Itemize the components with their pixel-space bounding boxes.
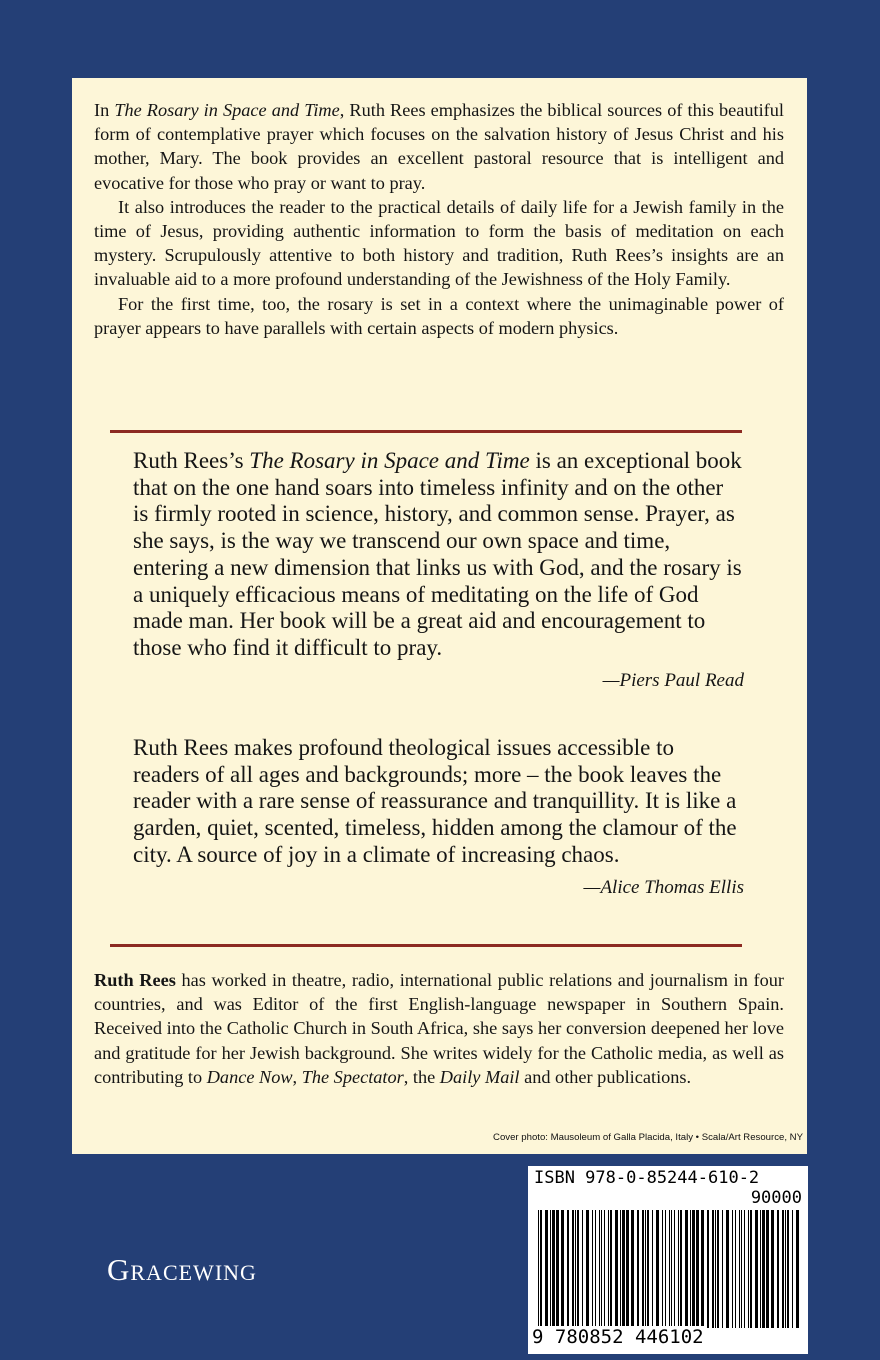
barcode-bar (732, 1210, 733, 1328)
author-name: Ruth Rees (94, 970, 176, 990)
barcode-bar (785, 1210, 786, 1328)
price-addon-code: 90000 (750, 1188, 802, 1208)
barcode-bar (771, 1210, 774, 1328)
barcode-bar (656, 1210, 659, 1328)
barcode-bar (552, 1210, 555, 1328)
barcode-bar (750, 1210, 752, 1328)
isbn-number: ISBN 978-0-85244-610-2 (534, 1168, 760, 1188)
barcode-bar (715, 1210, 716, 1328)
barcode-bar (669, 1210, 670, 1328)
barcode-bar (577, 1210, 579, 1328)
barcode-bar (642, 1210, 644, 1328)
barcode-bar (744, 1210, 745, 1328)
barcode-bar (755, 1210, 758, 1328)
isbn-barcode (528, 1166, 808, 1354)
barcode-bar (748, 1210, 749, 1328)
publication-name: Dance Now (206, 1066, 293, 1087)
barcode-bar (796, 1210, 799, 1328)
barcode-bar (722, 1210, 723, 1328)
barcode-bar (678, 1210, 679, 1328)
back-cover-text-panel (72, 78, 807, 1154)
barcode-bar (735, 1210, 736, 1328)
barcode-bar (631, 1210, 634, 1328)
barcode-bar (680, 1210, 682, 1328)
barcode-bar (762, 1210, 765, 1328)
barcode-bar (792, 1210, 793, 1328)
divider-rule-bottom (110, 944, 742, 947)
barcode-bar (572, 1210, 574, 1328)
barcode-bar (741, 1210, 742, 1328)
quote-attribution: —Piers Paul Read (602, 669, 744, 691)
quote-attribution: —Alice Thomas Ellis (583, 876, 744, 898)
barcode-bar (717, 1210, 719, 1328)
separator: , the (403, 1066, 440, 1087)
author-bio (94, 968, 784, 1089)
barcode-bar (610, 1210, 612, 1328)
barcode-bar (665, 1210, 666, 1328)
barcode-bar (545, 1210, 548, 1328)
description-paragraph-1 (94, 98, 784, 195)
divider-rule-top (110, 430, 742, 433)
barcode-bar (726, 1210, 729, 1328)
barcode-bar (599, 1210, 600, 1328)
barcode-bar (586, 1210, 589, 1328)
publication-name: The Spectator (301, 1066, 404, 1087)
barcode-bar (622, 1210, 625, 1328)
description-paragraph-2: It also introduces the reader to the practical details of daily life for a Jewish family in the time of Jesus, providing authentic information to form the basis of meditation on each mystery. Scrupulously attentive to both history and tradition, Ruth Rees’s insights are an invaluable aid to a more profound understanding of the Jewishness of the Holy Family. (94, 196, 784, 290)
barcode-bar (777, 1210, 779, 1328)
barcode-bar (538, 1210, 539, 1328)
barcode-bar (595, 1210, 596, 1328)
quote-book-title: The Rosary in Space and Time (249, 448, 530, 473)
barcode-bar (647, 1210, 649, 1328)
barcode-bar (707, 1210, 709, 1328)
description-paragraph-3: For the first time, too, the rosary is set in a context where the unimaginable power of prayer appears to have parallels with certain aspects of modern physics. (94, 293, 784, 338)
barcode-bar (692, 1210, 695, 1328)
barcode-bar (567, 1210, 569, 1328)
barcode-bar (561, 1210, 564, 1328)
barcode-bar (739, 1210, 740, 1328)
barcode-bar (601, 1210, 602, 1328)
barcode-bar (766, 1210, 769, 1328)
barcode-bar (674, 1210, 675, 1328)
quote-text: Ruth Rees makes profound theological issues accessible to readers of all ages and backgrounds; more – the book leaves the reader with a rare sense of reassurance and tranquillity. It is like a garden, quiet, scented, timeless, hidden among the clamour of the city. A source of joy in a climate of increasing chaos. (133, 735, 737, 867)
barcode-bar (637, 1210, 639, 1328)
description-lead: In (94, 100, 115, 120)
barcode-bar (671, 1210, 672, 1328)
barcode-bar (712, 1210, 714, 1328)
barcode-bar (690, 1210, 691, 1328)
barcode-bar (615, 1210, 618, 1328)
quote-lead: Ruth Rees’s (133, 448, 250, 473)
quote-body: is an exceptional book that on the one hand soars into timeless infinity and on the other is firmly rooted in science, history, and common sense. Prayer, as she says, is the way we transcend our own space and time, entering a new dimension that links us with God, and the rosary is a uniquely efficacious means of meditating on the life of God made man. Her book will be a great aid and encouragement to those who find it difficult to pray. (133, 448, 742, 660)
barcode-bar (696, 1210, 699, 1328)
barcode-bar (550, 1210, 551, 1328)
barcode-bar (556, 1210, 559, 1328)
barcode-bar (575, 1210, 576, 1328)
bio-paragraph (94, 968, 784, 1089)
barcode-bar (608, 1210, 609, 1328)
bio-text: has worked in theatre, radio, international public relations and journalism in four countries, and was Editor of the first English-language newspaper in Southern Spain. Received into the Catholic Church in South Africa, she says her conversion deepened her love and gratitude for her Jewish background. She writes widely for the Catholic media, as well as contributing to (94, 970, 784, 1087)
barcode-bar (620, 1210, 621, 1328)
separator: , (292, 1066, 302, 1087)
barcode-bar (787, 1210, 789, 1328)
barcode-bar (604, 1210, 605, 1328)
barcode-bar (652, 1210, 653, 1328)
barcode-bar (592, 1210, 593, 1328)
description-text: , Ruth Rees emphasizes the biblical sources of this beautiful form of contemplative prayer which focuses on the salvation history of Jesus Christ and his mother, Mary. The book provides an excellent pastoral resource that is intelligent and evocative for those who pray or want to pray. (94, 100, 784, 193)
barcode-bar (582, 1210, 583, 1328)
barcode-bar (760, 1210, 761, 1328)
ean-number: 9 780852 446102 (532, 1326, 704, 1348)
barcode-bar (685, 1210, 688, 1328)
quote-text (133, 448, 744, 662)
endorsement-quote-2 (133, 735, 744, 899)
endorsement-quote-1 (133, 448, 744, 692)
barcode-bar (540, 1210, 542, 1328)
barcode-bar (645, 1210, 646, 1328)
barcode-bar (701, 1210, 704, 1328)
publication-name: Daily Mail (439, 1066, 520, 1087)
book-description (94, 98, 784, 340)
barcode-bar (626, 1210, 629, 1328)
publisher-logo: Gracewing (107, 1252, 257, 1287)
cover-photo-credit: Cover photo: Mausoleum of Galla Placida, Italy • Scala/Art Resource, NY (493, 1132, 803, 1143)
barcode-bar (782, 1210, 784, 1328)
bio-tail: and other publications. (519, 1066, 692, 1087)
barcode-bar (662, 1210, 663, 1328)
book-title-italic: The Rosary in Space and Time (114, 100, 340, 120)
